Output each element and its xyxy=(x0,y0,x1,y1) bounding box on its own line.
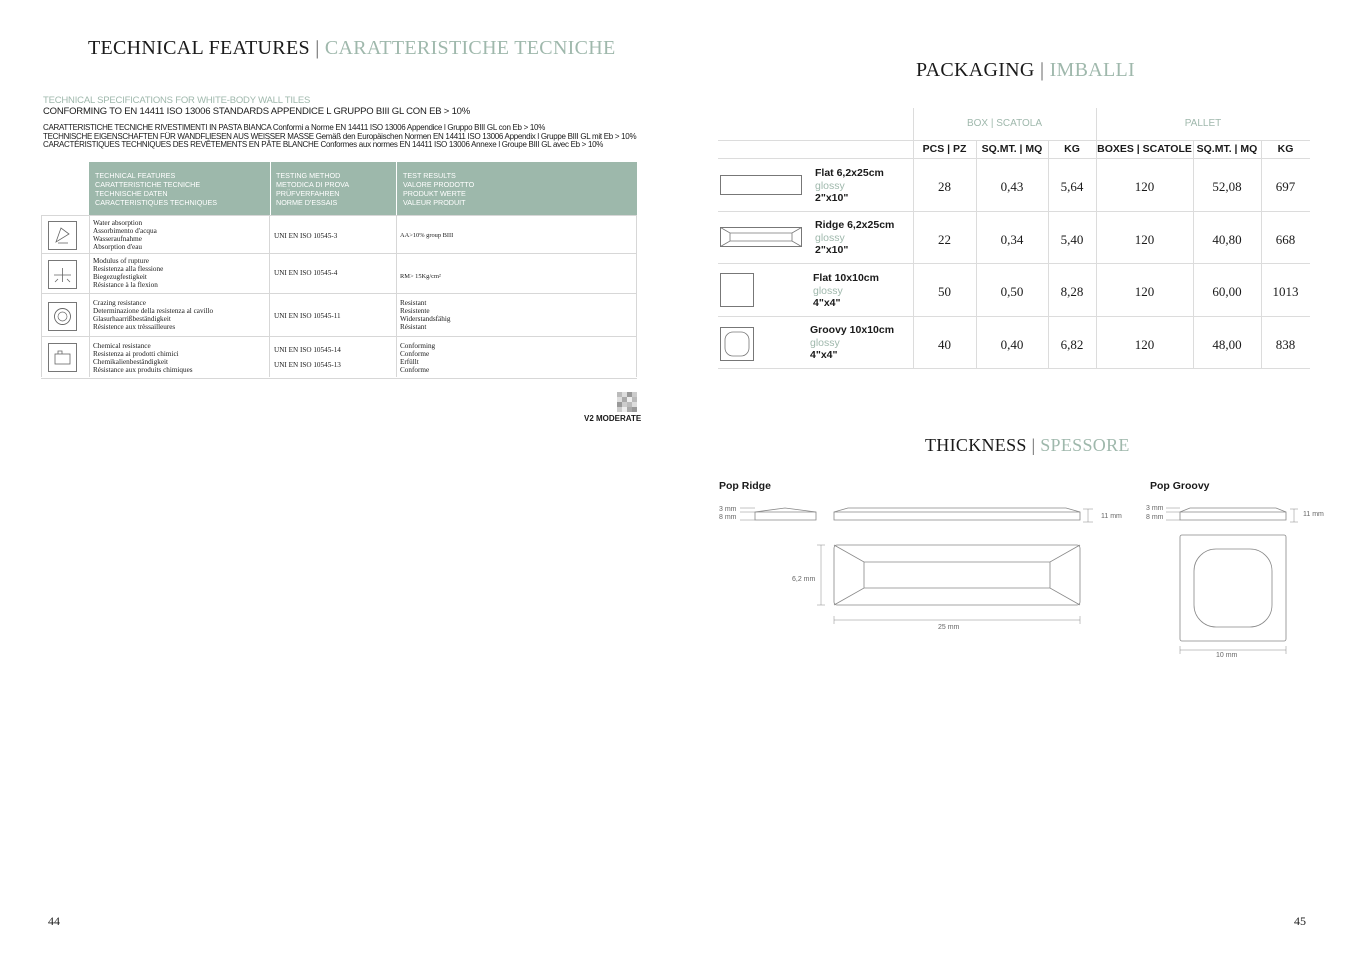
cell-value: 22 xyxy=(938,232,951,247)
header-line: TEST RESULTS xyxy=(403,171,456,180)
title-alt: CARATTERISTICHE TECNICHE xyxy=(324,37,616,59)
result-line: Resistente xyxy=(400,307,430,316)
cell-value: 120 xyxy=(1134,284,1155,299)
property-line: Résistance aux produits chimiques xyxy=(93,366,193,375)
col-sqmt-pallet: SQ.MT. | MQ xyxy=(1196,143,1258,155)
property-line: Chemikalienbeständigkeit xyxy=(93,358,169,367)
pop-ridge-drawing xyxy=(718,500,1138,640)
cell-value: 0,43 xyxy=(1000,179,1024,194)
spec-line-de: TECHNISCHE EIGENSCHAFTEN FÜR WANDFLIESEN AUS WEISSER MASSE Gemäß den Europäischen Normen EN 14411 ISO 13006 Appendix l Gruppe BIII GL mit Eb > 10% xyxy=(43,131,637,141)
thickness-title-main: THICKNESS xyxy=(925,435,1027,455)
result-line: Erfüllt xyxy=(400,358,419,367)
table-header xyxy=(89,162,637,216)
technical-features-table xyxy=(41,162,637,378)
cell-value: 48,00 xyxy=(1212,337,1242,352)
test-method: UNI EN ISO 10545-14 xyxy=(274,346,341,354)
product-size: 4"x4" xyxy=(810,349,838,361)
cell-value: 120 xyxy=(1134,337,1155,352)
spec-translations xyxy=(43,124,636,150)
test-method: UNI EN ISO 10545-13 xyxy=(274,361,341,369)
tile-ridge-rect-icon xyxy=(720,227,802,252)
table-row xyxy=(41,293,637,337)
property-line: Résistance à la flexion xyxy=(93,281,158,290)
property-line: Résistence aux trèssailleures xyxy=(93,323,176,332)
table-row xyxy=(41,253,637,294)
col-sqmt-box: SQ.MT. | MQ xyxy=(981,143,1043,155)
spec-heading-block xyxy=(43,95,470,117)
spec-conformity: CONFORMING TO EN 14411 ISO 13006 STANDARDS APPENDICE L GRUPPO BIII GL CON EB > 10% xyxy=(43,106,470,117)
test-method: UNI EN ISO 10545-11 xyxy=(274,312,341,320)
property-line: Chemical resistance xyxy=(93,342,151,350)
pop-ridge-label: Pop Ridge xyxy=(719,480,771,492)
col-boxes: BOXES | SCATOLE xyxy=(1097,143,1192,155)
col-kg-pallet: KG xyxy=(1277,143,1294,155)
cell-value: 5,64 xyxy=(1060,179,1084,194)
chemical-resistance-icon xyxy=(48,343,77,372)
title-separator: | xyxy=(315,37,320,59)
shade-variation-icon xyxy=(617,392,637,412)
property-line: Assorbimento d'acqua xyxy=(93,227,157,236)
cell-value: 6,82 xyxy=(1060,337,1084,352)
header-results xyxy=(403,171,474,207)
dim-11mm: 11 mm xyxy=(1303,511,1324,518)
product-title: Ridge 6,2x25cm xyxy=(815,219,895,231)
property-line: Modulus of rupture xyxy=(93,257,149,265)
dim-3mm: 3 mm xyxy=(1146,505,1164,512)
header-line: CARACTERISTIQUES TECHNIQUES xyxy=(95,198,218,207)
product-name xyxy=(810,324,894,362)
spec-line-it: CARATTERISTICHE TECNICHE RIVESTIMENTI IN PASTA BIANCA Conformi a Norme EN 14411 ISO 13006 Appendice l Gruppo BIII GL con Eb > 10% xyxy=(43,123,546,132)
page-number-right: 45 xyxy=(1294,914,1306,928)
page-number-left: 44 xyxy=(48,914,60,928)
dim-height: 6,2 mm xyxy=(792,576,816,583)
header-features xyxy=(95,171,217,207)
cell-value: 0,40 xyxy=(1000,337,1024,352)
shade-label: V2 MODERATE xyxy=(584,414,642,423)
spec-line-fr: CARACTÉRISTIQUES TECHNIQUES DES REVÊTEMENTS EN PÂTE BLANCHE Conformes aux normes EN 14411 ISO 13006 Annexe l Groupe BIII GL avec Eb > 10% xyxy=(43,140,604,150)
cell-value: 838 xyxy=(1275,337,1296,352)
result-line: Résistant xyxy=(400,323,427,332)
title-separator: | xyxy=(1039,59,1045,81)
product-name xyxy=(815,167,884,205)
tile-groovy-square-icon xyxy=(720,327,754,366)
result-line: Conforme xyxy=(400,366,430,375)
dim-11mm: 11 mm xyxy=(1101,513,1122,520)
packaging-title xyxy=(916,59,1135,82)
cell-value: 50 xyxy=(938,284,951,299)
property-line: Resistenza ai prodotti chimici xyxy=(93,350,179,359)
header-line: PRODUKT WERTE xyxy=(403,189,466,198)
col-kg-box: KG xyxy=(1064,143,1080,155)
table-row xyxy=(41,336,637,379)
product-finish: glossy xyxy=(810,336,840,349)
property-line: Glasurhaarrißbeständigkeit xyxy=(93,315,171,324)
header-method xyxy=(276,171,349,207)
result-line: Conforme xyxy=(400,350,430,359)
product-name xyxy=(813,272,879,310)
packaging-table xyxy=(718,108,1310,370)
cell-value: 668 xyxy=(1275,232,1296,247)
thickness-title-alt: SPESSORE xyxy=(1040,435,1130,455)
dim-width: 10 mm xyxy=(1216,652,1238,659)
cell-value: 5,40 xyxy=(1060,232,1084,247)
result-line: Widerstandsfähig xyxy=(400,315,451,324)
packaging-title-alt: IMBALLI xyxy=(1049,59,1136,81)
property-line: Water absorption xyxy=(93,219,143,227)
cell-value: 120 xyxy=(1134,232,1155,247)
cell-value: 0,34 xyxy=(1000,232,1024,247)
property-line: Absorption d'eau xyxy=(93,243,143,252)
property-line: Determinazione della resistenza al cavillo xyxy=(93,307,214,316)
cell-value: 120 xyxy=(1134,179,1155,194)
product-size: 2"x10" xyxy=(815,244,849,256)
result-line: Conforming xyxy=(400,342,436,350)
packaging-title-main: PACKAGING xyxy=(916,59,1035,81)
product-size: 2"x10" xyxy=(815,192,849,204)
product-title: Flat 10x10cm xyxy=(813,272,879,284)
property-line: Resistenza alla flessione xyxy=(93,265,164,274)
group-pallet: PALLET xyxy=(1184,118,1222,129)
header-line: VALORE PRODOTTO xyxy=(403,180,475,189)
cell-value: 0,50 xyxy=(1000,284,1024,299)
test-result: RM> 15Kg/cm² xyxy=(400,273,441,280)
group-box: BOX | SCATOLA xyxy=(966,118,1043,129)
table-row xyxy=(41,215,637,254)
header-line: METODICA DI PROVA xyxy=(276,180,350,189)
header-line: VALEUR PRODUIT xyxy=(403,198,466,207)
header-line: TECHNICAL FEATURES xyxy=(95,171,176,180)
thickness-title xyxy=(925,435,1130,456)
water-absorption-icon xyxy=(48,221,77,250)
cell-value: 40,80 xyxy=(1212,232,1242,247)
product-finish: glossy xyxy=(813,284,843,297)
cell-value: 8,28 xyxy=(1060,284,1084,299)
header-line: TECHNISCHE DATEN xyxy=(95,189,168,198)
dim-width: 25 mm xyxy=(938,624,960,631)
modulus-of-rupture-icon xyxy=(48,260,77,289)
property-line: Wasseraufnahme xyxy=(93,235,142,244)
cell-value: 40 xyxy=(938,337,951,352)
test-method: UNI EN ISO 10545-3 xyxy=(274,232,338,240)
cell-value: 60,00 xyxy=(1212,284,1242,299)
dim-8mm: 8 mm xyxy=(719,514,737,521)
header-line: TESTING METHOD xyxy=(276,171,341,180)
dim-3mm: 3 mm xyxy=(719,506,737,513)
pop-groovy-label: Pop Groovy xyxy=(1150,480,1210,492)
product-finish: glossy xyxy=(815,179,845,192)
pop-groovy-drawing xyxy=(1146,500,1306,660)
property-line: Crazing resistance xyxy=(93,299,146,307)
cell-value: 697 xyxy=(1275,179,1296,194)
col-pcs: PCS | PZ xyxy=(922,143,967,155)
cell-value: 28 xyxy=(938,179,951,194)
tile-flat-rect-icon xyxy=(720,175,802,200)
cell-value: 52,08 xyxy=(1212,179,1242,194)
title-separator: | xyxy=(1031,435,1036,455)
product-title: Flat 6,2x25cm xyxy=(815,167,884,179)
technical-features-title xyxy=(88,37,616,60)
dim-8mm: 8 mm xyxy=(1146,514,1164,521)
cell-value: 1013 xyxy=(1272,284,1299,299)
test-method: UNI EN ISO 10545-4 xyxy=(274,269,338,277)
header-line: CARATTERISTICHE TECNICHE xyxy=(95,180,201,189)
product-name xyxy=(815,219,894,257)
header-line: PRÜFVERFAHREN xyxy=(276,189,340,198)
result-line: Resistant xyxy=(400,299,427,307)
tile-flat-square-icon xyxy=(720,273,754,312)
spec-heading: TECHNICAL SPECIFICATIONS FOR WHITE-BODY WALL TILES xyxy=(43,95,311,106)
test-result: AA>10% group BIII xyxy=(400,232,454,239)
product-title: Groovy 10x10cm xyxy=(810,324,895,336)
header-line: NORME D'ESSAIS xyxy=(276,198,338,207)
product-finish: glossy xyxy=(815,231,845,244)
title-main: TECHNICAL FEATURES xyxy=(88,37,310,59)
crazing-resistance-icon xyxy=(48,302,77,331)
property-line: Biegezugfestigkeit xyxy=(93,273,147,282)
product-size: 4"x4" xyxy=(813,297,841,309)
